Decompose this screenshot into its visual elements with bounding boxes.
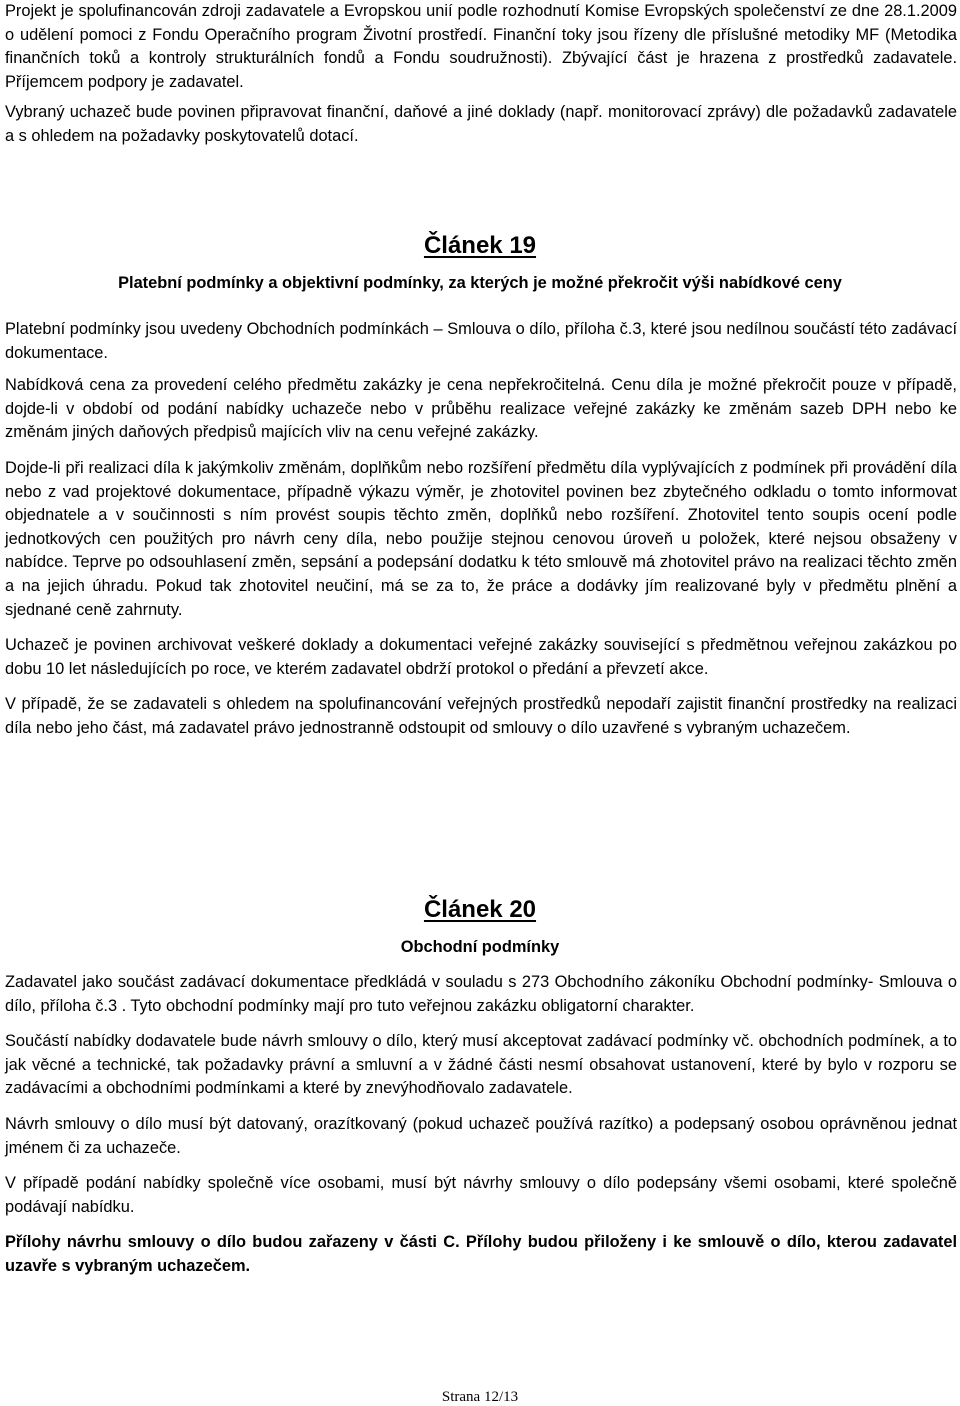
- article-20-subheading: Obchodní podmínky: [400, 938, 560, 956]
- article-20-paragraph-3: Návrh smlouvy o dílo musí být datovaný, orazítkovaný (pokud uchazeč používá razítko) a podepsaný osobou oprávněnou jednat jménem či za uchazeče.: [5, 1114, 957, 1157]
- article-20-paragraph-1: Zadavatel jako součást zadávací dokumentace předkládá v souladu s 273 Obchodního zákoníku Obchodní podmínky- Smlouva o dílo, příloha č.3 . Tyto obchodní podmínky mají pro tuto veřejnou zakázku obligatorní charakter.: [5, 973, 957, 1015]
- article-20-heading: Článek 20: [423, 896, 537, 923]
- intro-paragraph-documents: Vybraný uchazeč bude povinen připravovat finanční, daňové a jiné doklady (např. monitorovací zprávy) dle požadavků zadavatele a s ohledem na požadavky poskytovatelů dotací.: [5, 103, 957, 145]
- article-19-body: [5, 318, 957, 741]
- article-20-paragraph-4: V případě podání nabídky společně více osobami, musí být návrhy smlouvy o dílo podepsány všemi osobami, které společně podávají nabídku.: [5, 1174, 957, 1216]
- intro-paragraph-funding: Projekt je spolufinancován zdroji zadavatele a Evropskou unií podle rozhodnutí Komise Evropských společenství ze dne 28.1.2009 o udělení pomoci z Fondu Operačního program Životní prostředí. Finanční toky jsou řízeny dle příslušné metodiky MF (Metodika finančních toků a kontroly strukturálních fondů a Fondu soudružnosti). Zbývající část je hrazena z prostředků zadavatele. Příjemcem podpory je zadavatel.: [5, 2, 957, 91]
- article-20-paragraph-2: Součástí nabídky dodavatele bude návrh smlouvy o dílo, který musí akceptovat zadávací podmínky vč. obchodních podmínek, a to jak věcné a technické, tak požadavky právní a smluvní a v žádné části nesmí obsahovat ustanovení, které by bylo v rozporu se zadávacími a obchodními podmínkami a které by znevýhodňovalo zadavatele.: [5, 1032, 957, 1098]
- article-19-paragraph-5: V případě, že se zadavateli s ohledem na spolufinancování veřejných prostředků nepodaří zajistit finanční prostředky na realizaci díla nebo jeho část, má zadavatel právo jednostranně odstoupit od smlouvy o dílo uzavřené s vybraným uchazečem.: [5, 695, 957, 737]
- article-19-paragraph-2: Nabídková cena za provedení celého předmětu zakázky je cena nepřekročitelná. Cenu díla je možné překročit pouze v případě, dojde-li v období od podání nabídky uchazeče nebo v průběhu realizace veřejné zakázky ke změnám sazeb DPH nebo ke změnám jiných daňových předpisů majících vliv na cenu veřejné zakázky.: [5, 376, 957, 442]
- article-19-paragraph-4: Uchazeč je povinen archivovat veškeré doklady a dokumentaci veřejné zakázky související s předmětnou veřejnou zakázkou po dobu 10 let následujících po roce, ve kterém zadavatel obdrží protokol o předání a převzetí akce.: [5, 636, 957, 678]
- article-19-paragraph-1: Platební podmínky jsou uvedeny Obchodních podmínkách – Smlouva o dílo, příloha č.3, které jsou nedílnou součástí této zadávací dokumentace.: [5, 320, 957, 362]
- article-20-body: [5, 971, 957, 1279]
- page-number: Strana 12/13: [441, 1389, 519, 1405]
- article-20-paragraph-5: Přílohy návrhu smlouvy o dílo budou zařazeny v části C. Přílohy budou přiloženy i ke smlouvě o dílo, kterou zadavatel uzavře s vybraným uchazečem.: [5, 1233, 957, 1275]
- article-19-heading: Článek 19: [423, 232, 537, 259]
- intro-section: [5, 0, 957, 149]
- article-19-subheading: Platební podmínky a objektivní podmínky, za kterých je možné překročit výši nabídkové ceny: [118, 274, 842, 292]
- article-19-paragraph-3: Dojde-li při realizaci díla k jakýmkoliv změnám, doplňkům nebo rozšíření předmětu díla vyplývajících z podmínek při provádění díla nebo z vad projektové dokumentace, případně výkazu výměr, je zhotovitel povinen bez zbytečného odkladu o tomto informovat objednatele a v součinnosti s ním provést soupis těchto změn, doplňků nebo rozšíření. Zhotovitel tento soupis ocení podle jednotkových cen použitých pro návrh ceny díla, nebo použije stejnou cenovou úroveň u položek, které nejsou obsaženy v nabídce. Teprve po odsouhlasení změn, sepsání a podepsání dodatku k této smlouvě má zhotovitel právo na realizaci těchto změn a na jejich úhradu. Pokud tak zhotovitel neučiní, má se za to, že práce a dodávky jím realizované byly v předmětu plnění a sjednané ceně zahrnuty.: [5, 458, 957, 619]
